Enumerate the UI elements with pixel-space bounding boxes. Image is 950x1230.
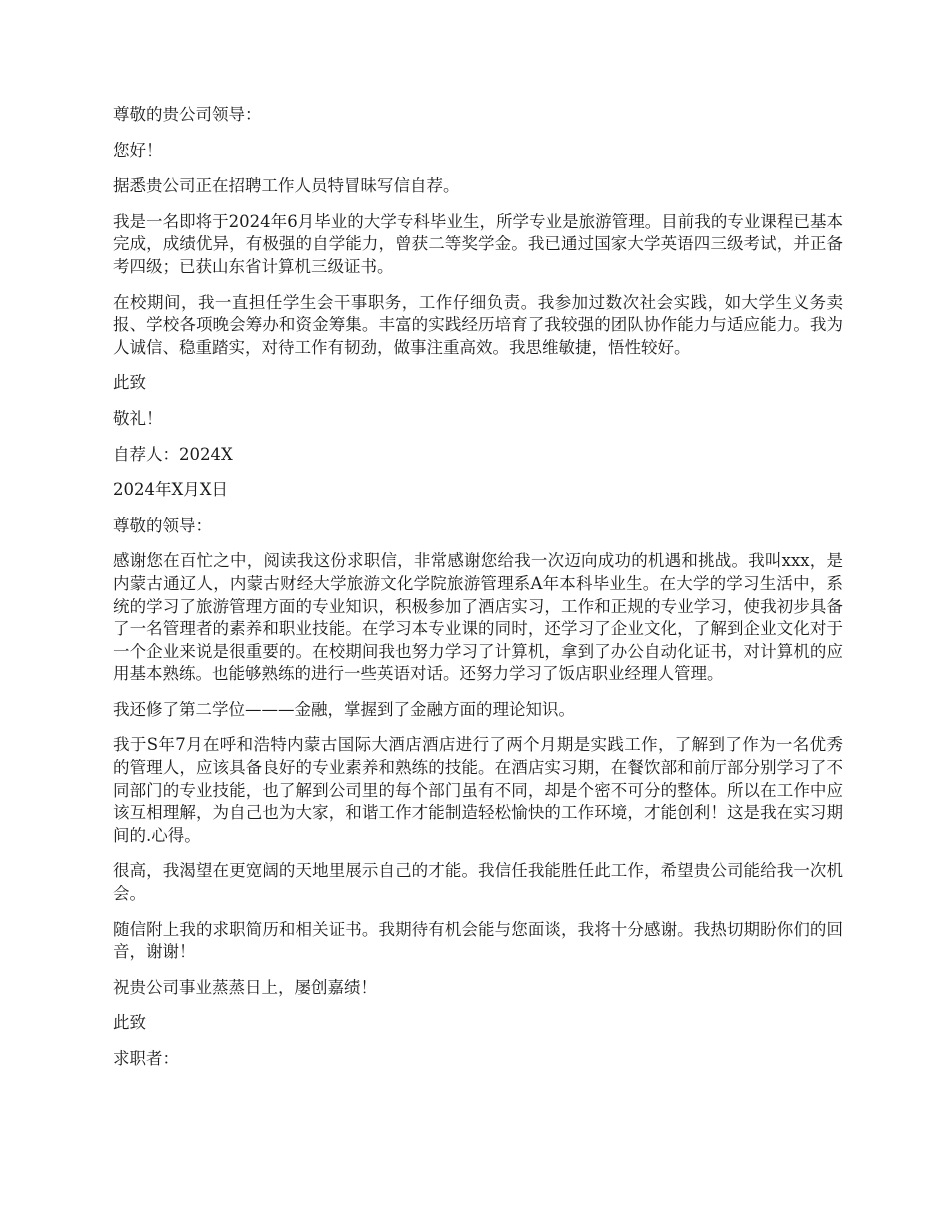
letter1-paragraph-1: 据悉贵公司正在招聘工作人员特冒昧写信自荐。 xyxy=(113,176,460,196)
document-body xyxy=(113,104,843,1084)
letter2-signature: 求职者： xyxy=(113,1049,179,1068)
letter2-salutation: 尊敬的领导： xyxy=(113,515,212,535)
letter2-paragraph-4: 很高，我渴望在更宽阔的天地里展示自己的才能。我信任我能胜任此工作，希望贵公司能给我一次机会。 xyxy=(113,861,843,904)
letter1-paragraph-2: 我是一名即将于2024年6月毕业的大学专科毕业生，所学专业是旅游管理。目前我的专业课程已基本完成，成绩优异，有极强的自学能力，曾获二等奖学金。我已通过国家大学英语四三级考试，并正备考四级；已获山东省计算机三级证书。 xyxy=(113,211,843,276)
letter2-paragraph-3: 我于S年7月在呼和浩特内蒙古国际大酒店酒店进行了两个月期是实践工作，了解到了作为一名优秀的管理人，应该具备良好的专业素养和熟练的技能。在酒店实习期，在餐饮部和前厅部分别学习了不同部门的专业技能，也了解到公司里的每个部门虽有不同，却是个密不可分的整体。所以在工作中应该互相理解，为自己也为大家，和谐工作才能制造轻松愉快的工作环境，才能创利！这是我在实习期间的.心得。 xyxy=(113,735,843,845)
letter2-paragraph-1: 感谢您在百忙之中，阅读我这份求职信，非常感谢您给我一次迈向成功的机遇和挑战。我叫xxx，是内蒙古通辽人，内蒙古财经大学旅游文化学院旅游管理系A年本科毕业生。在大学的学习生活中，系统的学习了旅游管理方面的专业知识，积极参加了酒店实习，工作和正规的专业学习，使我初步具备了一名管理者的素养和职业技能。在学习本专业课的同时，还学习了企业文化，了解到企业文化对于一个企业来说是很重要的。在校期间我也努力学习了计算机，拿到了办公自动化证书，对计算机的应用基本熟练。也能够熟练的进行一些英语对话。还努力学习了饭店职业经理人管理。 xyxy=(113,551,843,684)
letter2-paragraph-2: 我还修了第二学位———金融，掌握到了金融方面的理论知识。 xyxy=(113,699,575,719)
letter2-closing: 此致 xyxy=(113,1013,146,1033)
letter2-paragraph-5: 随信附上我的求职简历和相关证书。我期待有机会能与您面谈，我将十分感谢。我热切期盼你们的回音，谢谢！ xyxy=(113,919,843,962)
letter1-date: 2024年X月X日 xyxy=(113,480,228,500)
letter2-paragraph-6: 祝贵公司事业蒸蒸日上，屡创嘉绩！ xyxy=(113,977,377,997)
letter1-paragraph-3: 在校期间，我一直担任学生会干事职务，工作仔细负责。我参加过数次社会实践，如大学生义务卖报、学校各项晚会筹办和资金筹集。丰富的实践经历培育了我较强的团队协作能力与适应能力。我为人诚信、稳重踏实，对待工作有韧劲，做事注重高效。我思维敏捷，悟性较好。 xyxy=(113,292,843,357)
letter1-salutation: 尊敬的贵公司领导： xyxy=(113,105,262,124)
letter1-signature: 自荐人：2024X xyxy=(113,444,233,464)
letter1-greeting: 您好！ xyxy=(113,140,163,160)
letter1-closing-2: 敬礼！ xyxy=(113,408,163,428)
letter1-closing-1: 此致 xyxy=(113,373,146,393)
